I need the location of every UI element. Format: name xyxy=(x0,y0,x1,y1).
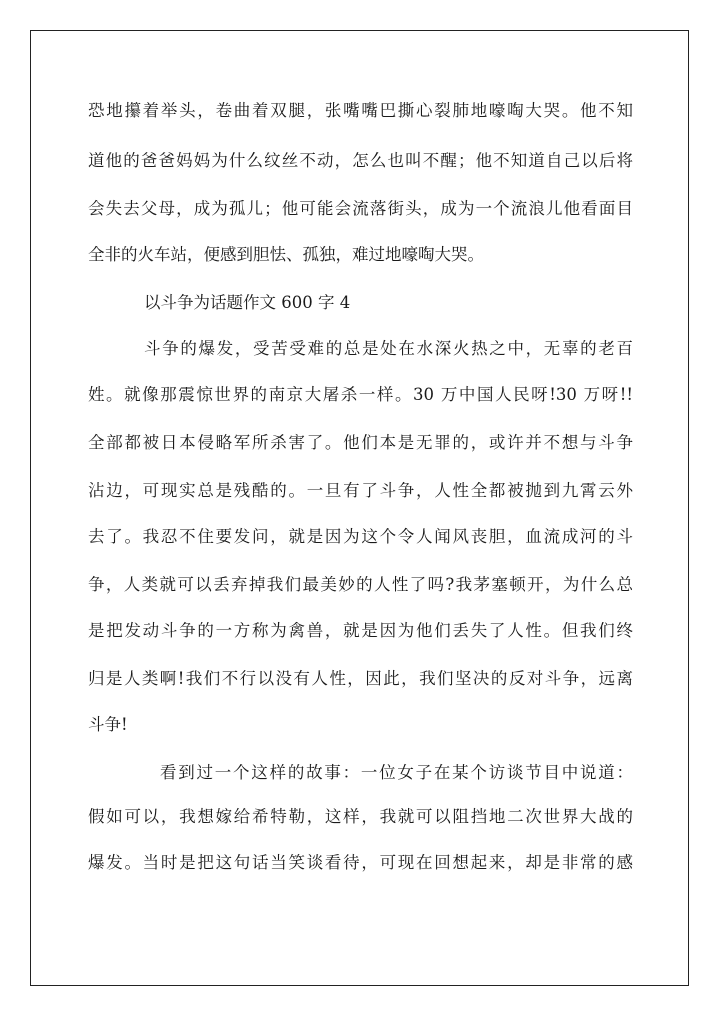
paragraph-line: 道他的爸爸妈妈为什么纹丝不动，怎么也叫不醒；他不知道自己以后将 xyxy=(88,151,633,170)
paragraph-line: 是把发动斗争的一方称为禽兽，就是因为他们丢失了人性。但我们终 xyxy=(88,621,633,640)
paragraph-line: 姓。就像那震惊世界的南京大屠杀一样。30 万中国人民呀!30 万呀!! xyxy=(88,385,633,404)
paragraph-line: 斗争! xyxy=(88,715,128,734)
paragraph-line: 沾边，可现实总是残酷的。一旦有了斗争，人性全都被抛到九霄云外 xyxy=(88,481,633,500)
paragraph-line: 归是人类啊!我们不行以没有人性，因此，我们坚决的反对斗争，远离 xyxy=(88,669,633,688)
section-heading: 以斗争为话题作文 600 字 4 xyxy=(144,293,351,312)
paragraph-line: 全部都被日本侵略军所杀害了。他们本是无罪的，或许并不想与斗争 xyxy=(88,433,633,452)
paragraph-line: 争，人类就可以丢弃掉我们最美妙的人性了吗?我茅塞顿开，为什么总 xyxy=(88,575,633,594)
paragraph-line: 斗争的爆发，受苦受难的总是处在水深火热之中，无辜的老百 xyxy=(144,339,633,358)
paragraph-line: 会失去父母，成为孤儿；他可能会流落街头，成为一个流浪儿他看面目 xyxy=(88,199,633,218)
paragraph-line: 假如可以，我想嫁给希特勒，这样，我就可以阻挡地二次世界大战的 xyxy=(88,807,633,826)
paragraph-line: 全非的火车站，便感到胆怯、孤独，难过地嚎啕大哭。 xyxy=(88,245,484,264)
paragraph-line: 看到过一个这样的故事：一位女子在某个访谈节目中说道： xyxy=(160,763,633,782)
paragraph-line: 恐地攥着举头，卷曲着双腿，张嘴嘴巴撕心裂肺地嚎啕大哭。他不知 xyxy=(88,101,633,120)
paragraph-line: 去了。我忍不住要发问，就是因为这个令人闻风丧胆，血流成河的斗 xyxy=(88,527,633,546)
paragraph-line: 爆发。当时是把这句话当笑谈看待，可现在回想起来，却是非常的感 xyxy=(88,853,633,872)
